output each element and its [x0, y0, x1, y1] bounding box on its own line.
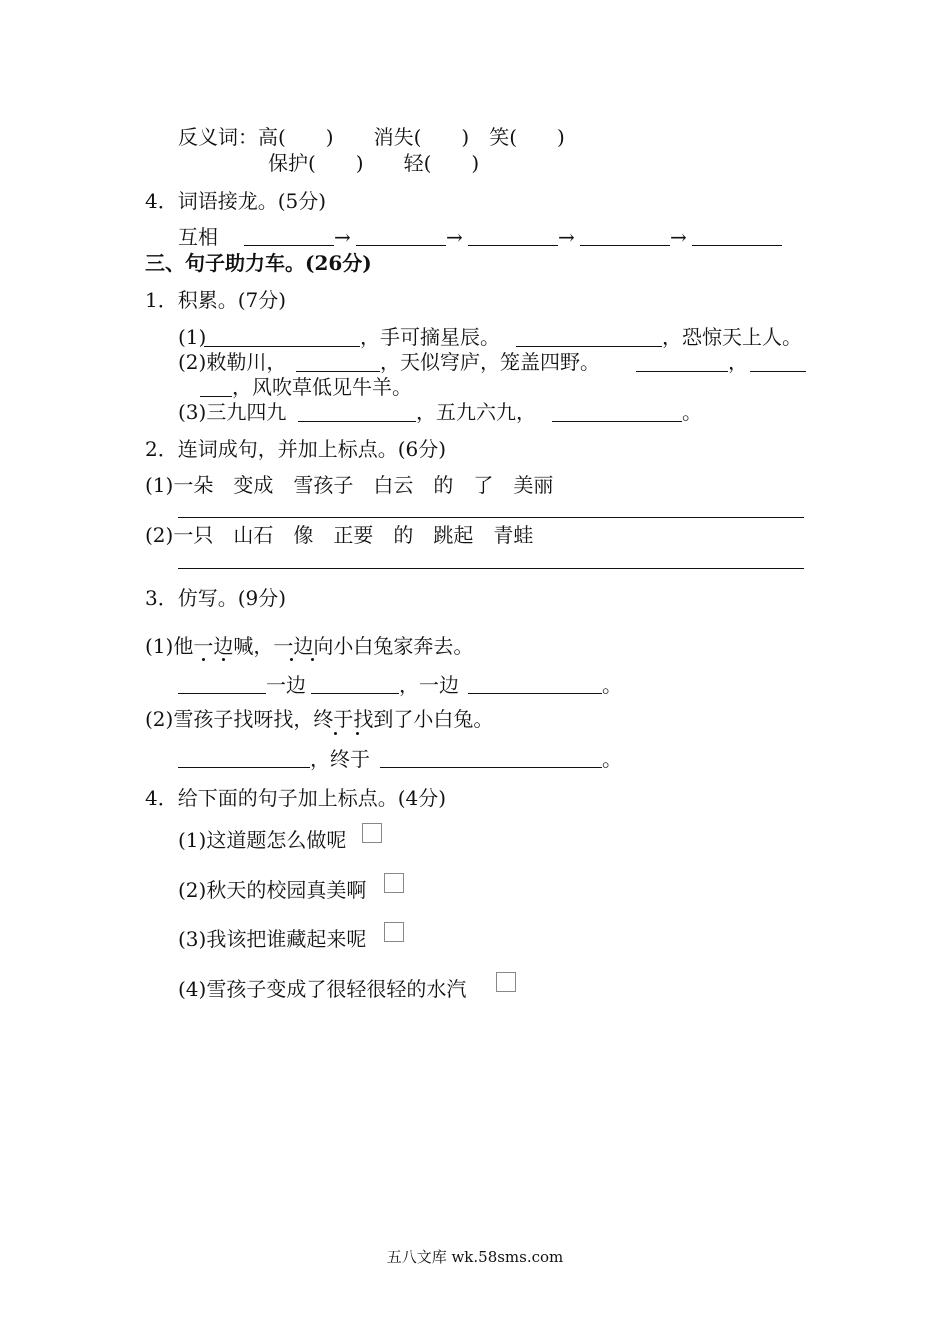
question-4-title: 4．给下面的句子加上标点。(4分) — [145, 786, 447, 810]
q3-item1-blank-3[interactable] — [468, 693, 602, 694]
q1-item2-text-2: ，天似穹庐，笼盖四野。 — [380, 350, 600, 374]
chain-blank-4[interactable] — [580, 245, 670, 246]
q1-item1-blank-2[interactable] — [516, 346, 662, 347]
q1-item3-text-1: (3)三九四九 — [178, 400, 287, 424]
q2-item1-words: (1)一朵 变成 雪孩子 白云 的 了 美丽 — [145, 473, 554, 497]
emphasis-dot — [290, 658, 293, 661]
q1-item1-text-2: ，恐惊天上人。 — [662, 325, 802, 349]
q3-item1-end: 。 — [602, 673, 622, 697]
q4-item-3: (3)我该把谁藏起来呢 — [178, 927, 367, 951]
q4-item-4: (4)雪孩子变成了很轻很轻的水汽 — [178, 977, 467, 1001]
q3-item1-word-2: ，一边 — [399, 673, 459, 697]
q1-item3-blank-2[interactable] — [552, 421, 682, 422]
punctuation-box[interactable] — [362, 823, 382, 843]
q3-item1-word-1: 一边 — [266, 673, 306, 697]
word-chain-start: 互相 — [178, 225, 218, 249]
q1-item2-blank-3b[interactable] — [200, 396, 232, 397]
q1-item1-label: (1) — [178, 325, 207, 349]
q1-item3-text-2: ，五九六九， — [416, 400, 536, 424]
chain-blank-3[interactable] — [468, 245, 558, 246]
q1-item2-text-3: ，风吹草低见牛羊。 — [232, 375, 412, 399]
chain-blank-1[interactable] — [244, 245, 334, 246]
q3-item2-blank-2[interactable] — [380, 767, 602, 768]
q4-item-2: (2)秋天的校园真美啊 — [178, 878, 367, 902]
emphasis-dot — [222, 658, 225, 661]
q1-item2-text-1: (2)敕勒川， — [178, 350, 287, 374]
question-word-chain-title: 4．词语接龙。(5分) — [145, 189, 327, 213]
chain-blank-5[interactable] — [692, 245, 782, 246]
chain-arrow-4: → — [670, 225, 687, 249]
chain-arrow-3: → — [558, 225, 575, 249]
question-1-title: 1．积累。(7分) — [145, 288, 287, 312]
q3-item1-blank-2[interactable] — [311, 693, 399, 694]
chain-arrow-2: → — [446, 225, 463, 249]
q1-item3-end: 。 — [682, 400, 702, 424]
antonyms-line-1: 反义词：高( ) 消失( ) 笑( ) — [178, 125, 565, 149]
section-title: 三、句子助力车。(26分) — [145, 251, 372, 275]
emphasis-dot — [334, 732, 337, 735]
q3-item2-example: (2)雪孩子找呀找，终于找到了小白兔。 — [145, 707, 494, 731]
q1-item2-blank-3a[interactable] — [750, 371, 806, 372]
q2-item2-answer-line[interactable] — [178, 568, 804, 569]
q1-item2-comma: ， — [728, 350, 748, 374]
q1-item2-blank-2[interactable] — [636, 371, 728, 372]
punctuation-box[interactable] — [384, 922, 404, 942]
q3-item2-end: 。 — [602, 747, 622, 771]
chain-arrow-1: → — [334, 225, 351, 249]
q3-item1-blank-1[interactable] — [178, 693, 266, 694]
chain-blank-2[interactable] — [356, 245, 446, 246]
q3-item2-blank-1[interactable] — [178, 767, 310, 768]
punctuation-box[interactable] — [384, 873, 404, 893]
q1-item1-blank-1[interactable] — [204, 346, 360, 347]
q2-item1-answer-line[interactable] — [178, 517, 804, 518]
q1-item3-blank-1[interactable] — [298, 421, 416, 422]
footer-watermark: 五八文库 wk.58sms.com — [386, 1248, 564, 1266]
punctuation-box[interactable] — [496, 972, 516, 992]
q2-item2-words: (2)一只 山石 像 正要 的 跳起 青蛙 — [145, 523, 534, 547]
antonyms-line-2: 保护( ) 轻( ) — [268, 151, 480, 175]
question-3-title: 3．仿写。(9分) — [145, 586, 287, 610]
q1-item1-text-1: ，手可摘星辰。 — [360, 325, 500, 349]
q3-item1-example: (1)他一边喊，一边向小白兔家奔去。 — [145, 634, 474, 658]
emphasis-dot — [202, 658, 205, 661]
emphasis-dot — [356, 732, 359, 735]
question-2-title: 2．连词成句，并加上标点。(6分) — [145, 437, 447, 461]
q3-item2-word: ，终于 — [310, 747, 370, 771]
emphasis-dot — [311, 658, 314, 661]
q1-item2-blank-1[interactable] — [296, 371, 380, 372]
q4-item-1: (1)这道题怎么做呢 — [178, 828, 347, 852]
